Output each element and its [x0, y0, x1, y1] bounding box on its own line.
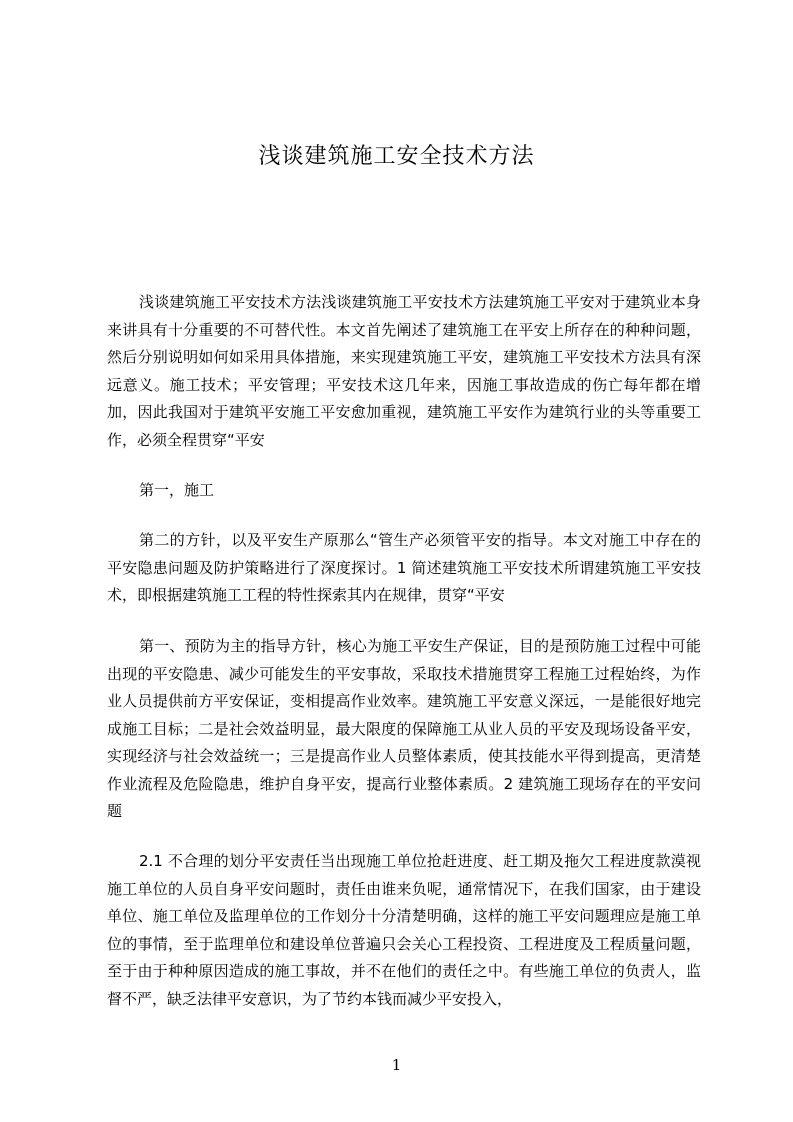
paragraph-prevention: 第一、预防为主的指导方针，核心为施工平安生产保证，目的是预防施工过程中可能出现的平安隐患、减少可能发生的平安事故，采取技术措施贯穿工程施工过程始终，为作业人员提供前方平安保证，变相提高作业效率。建筑施工平安意义深远，一是能很好地完成施工目标；二是社会效益明显，最大限度的保障施工从业人员的平安及现场设备平安，实现经济与社会效益统一；三是提高作业人员整体素质，使其技能水平得到提高，更清楚作业流程及危险隐患，维护自身平安，提高行业整体素质。2 建筑施工现场存在的平安问题 [107, 637, 701, 820]
paragraph-first-construction: 第一，施工 [139, 481, 215, 499]
document-title: 浅谈建筑施工安全技术方法 [258, 144, 535, 169]
paragraph-intro: 浅谈建筑施工平安技术方法浅谈建筑施工平安技术方法建筑施工平安对于建筑业本身来讲具有十分重要的不可替代性。本文首先阐述了建筑施工在平安上所存在的种种问题，然后分别说明如何如采用具体措施，来实现建筑施工平安，建筑施工平安技术方法具有深远意义。施工技术；平安管理；平安技术这几年来，因施工事故造成的伤亡每年都在增加，因此我国对于建筑平安施工平安愈加重视，建筑施工平安作为建筑行业的头等重要工作，必须全程贯穿“平安 [107, 293, 701, 449]
paragraph-responsibility: 2.1 不合理的划分平安责任当出现施工单位抢赶进度、赶工期及拖欠工程进度款漠视施工单位的人员自身平安问题时，责任由谁来负呢，通常情况下，在我们国家，由于建设单位、施工单位及监理单位的工作划分十分清楚明确，这样的施工平安问题理应是施工单位的事情，至于监理单位和建设单位普遍只会关心工程投资、工程进度及工程质量问题，至于由于种种原因造成的施工事故，并不在他们的责任之中。有些施工单位的负责人，监督不严，缺乏法律平安意识，为了节约本钱而减少平安投入， [107, 852, 701, 1008]
paragraph-policy: 第二的方针，以及平安生产原那么“管生产必须管平安的指导。本文对施工中存在的平安隐患问题及防护策略进行了深度探讨。1 简述建筑施工平安技术所谓建筑施工平安技术，即根据建筑施工工程的特性探索其内在规律，贯穿“平安 [107, 531, 701, 604]
page-number: 1 [391, 1056, 402, 1074]
